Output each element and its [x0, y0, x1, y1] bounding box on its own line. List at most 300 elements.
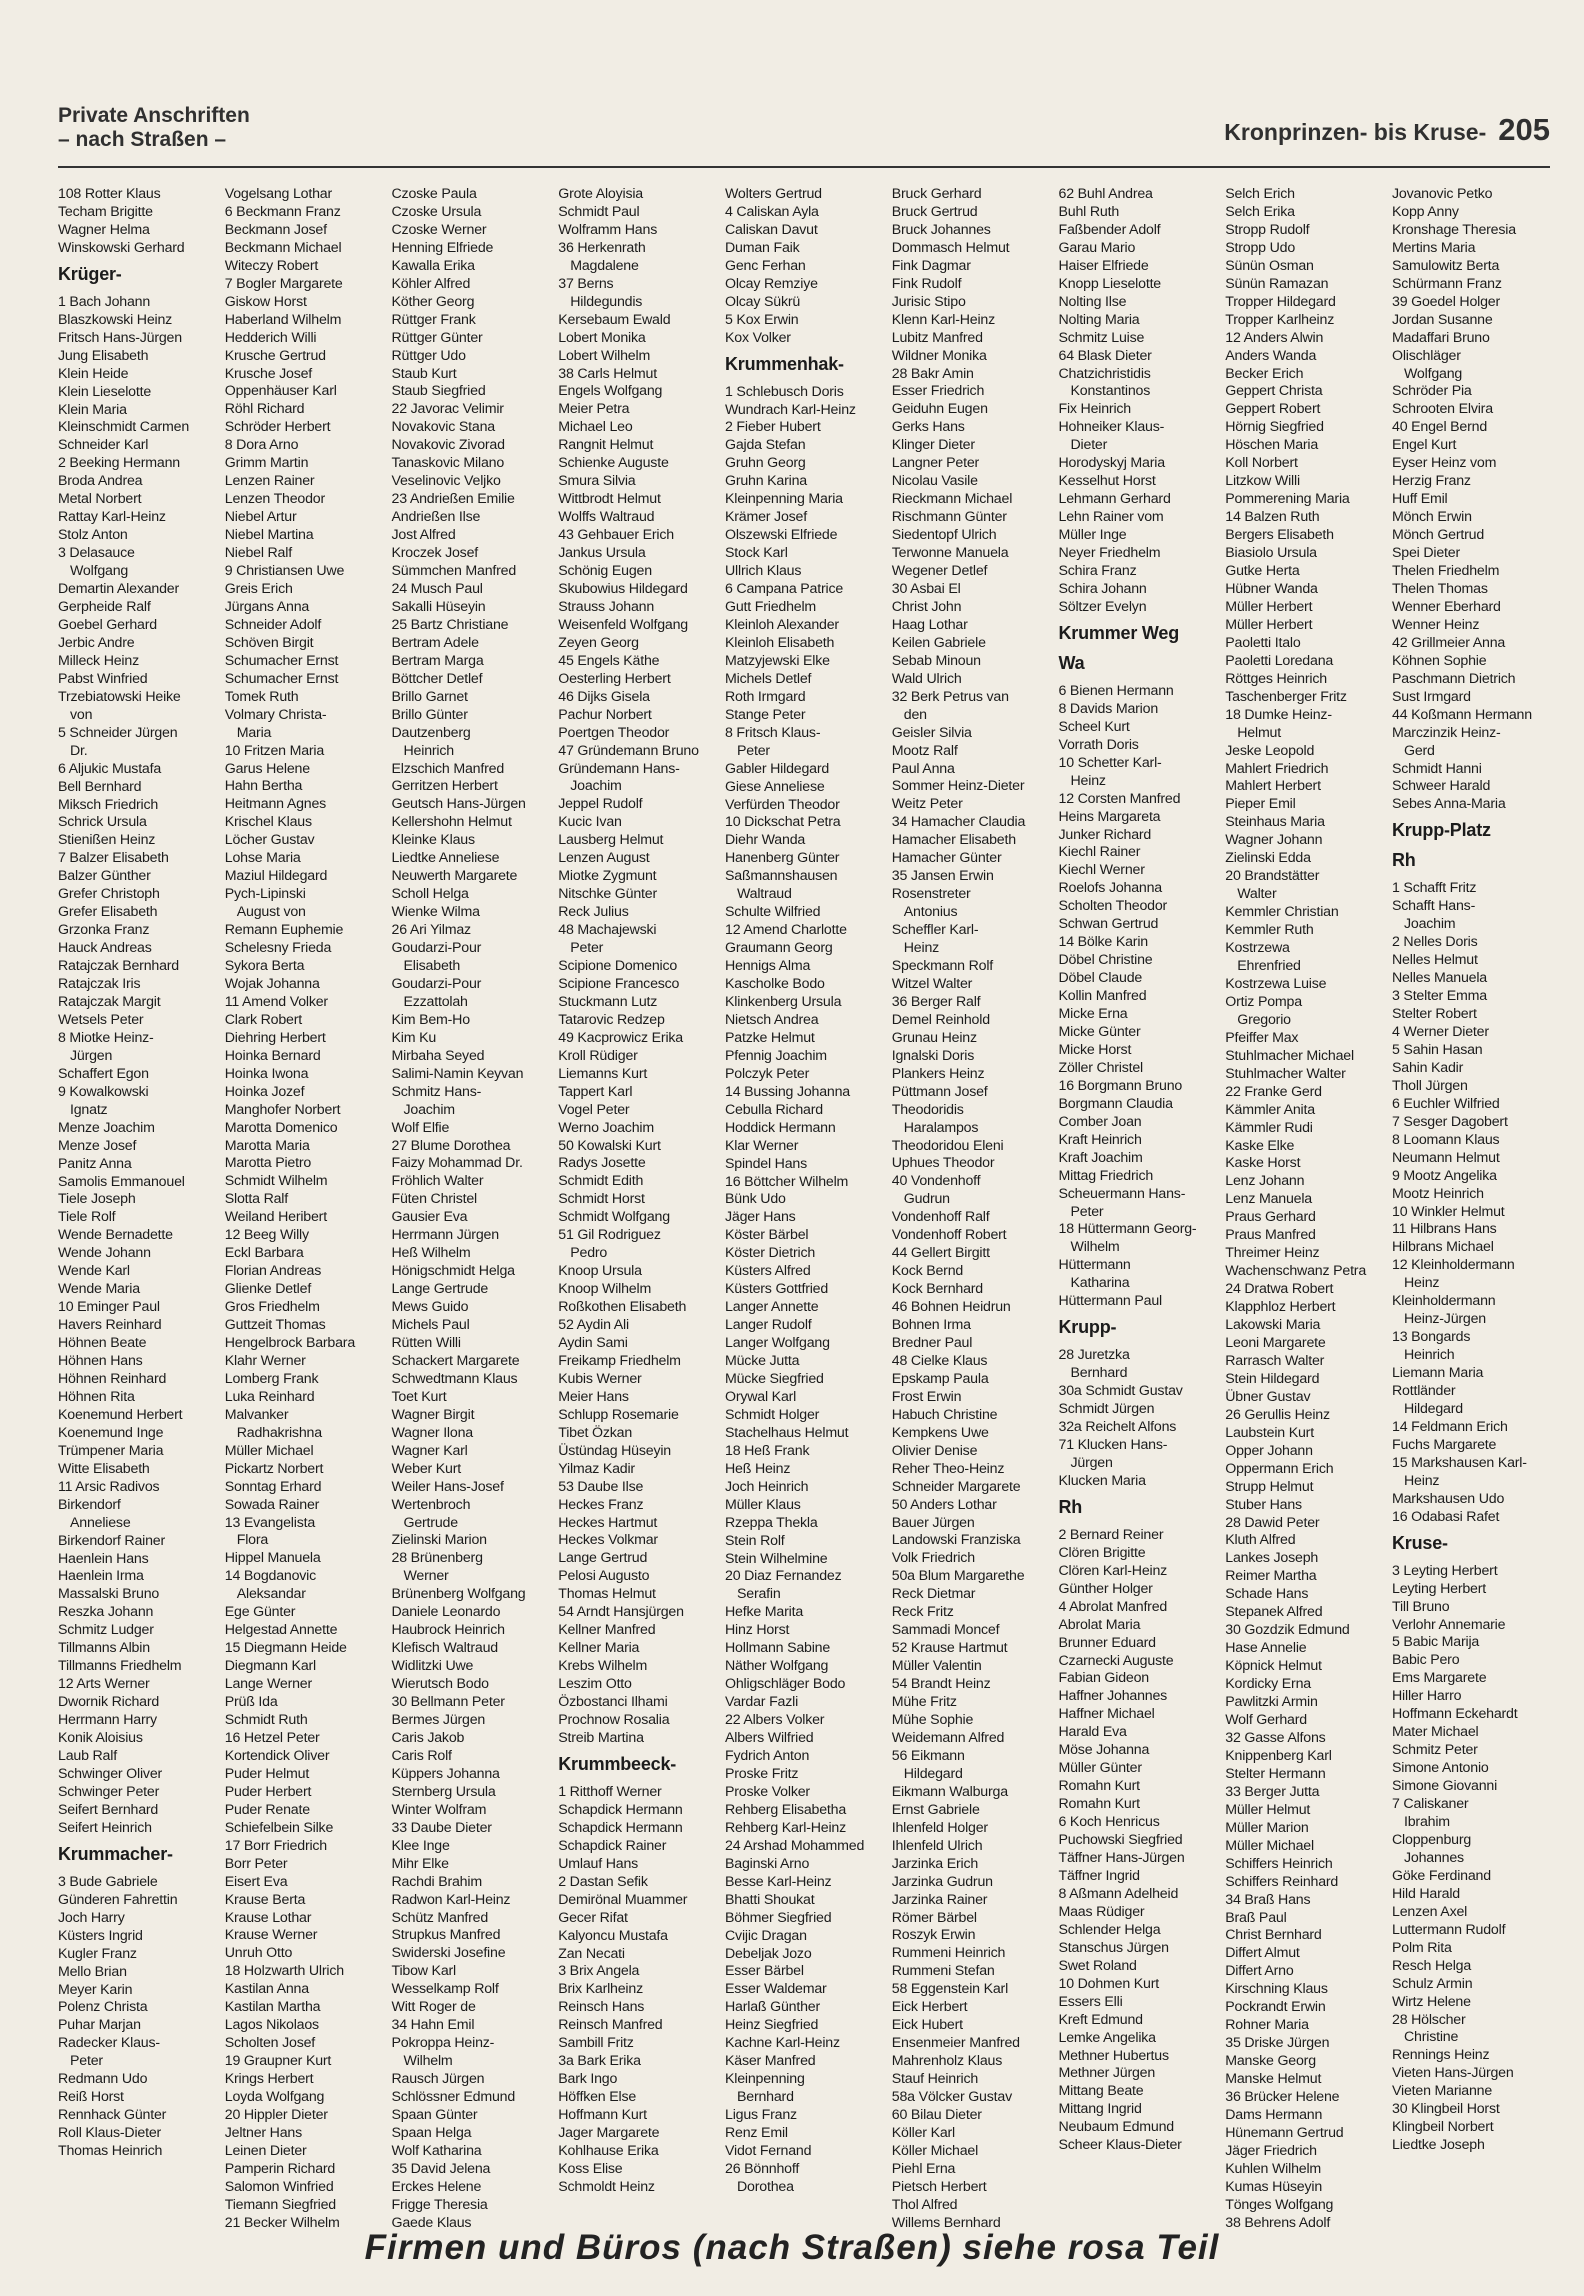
resident-entry: Dommasch Helmut [891, 239, 1010, 256]
resident-entry: Caris Jakob [391, 1729, 465, 1746]
resident-entry: Schmidt Holger [725, 1406, 820, 1423]
resident-entry: Widlitzki Uwe [391, 1658, 474, 1675]
resident-entry: Rottländer [1392, 1383, 1456, 1400]
resident-entry: Yilmaz Kadir [558, 1460, 635, 1477]
resident-entry: Caliskan Davut [725, 221, 818, 238]
resident-entry: Schackert Margarete [391, 1352, 520, 1369]
resident-entry: 33 Daube Dieter [391, 1819, 492, 1836]
resident-entry: Seifert Bernhard [58, 1801, 159, 1818]
resident-entry: Rieckmann Michael [891, 491, 1013, 508]
resident-entry: 13 Bongards [1392, 1329, 1471, 1346]
resident-entry: Brillo Günter [391, 706, 468, 723]
resident-entry: Chatzichristidis [1058, 365, 1151, 382]
resident-entry: 38 Carls Helmut [558, 365, 657, 382]
resident-entry: Heitmann Agnes [224, 796, 327, 813]
resident-entry: Klein Lieselotte [58, 383, 152, 400]
resident-entry: Witeczy Robert [224, 257, 319, 274]
resident-entry: 8 Loomann Klaus [1392, 1131, 1500, 1148]
resident-entry: 2 Beeking Hermann [58, 455, 180, 472]
resident-entry: Thomas Helmut [558, 1586, 656, 1603]
resident-entry: Geiduhn Eugen [891, 401, 988, 418]
resident-entry: Kemmler Christian [1225, 904, 1339, 921]
resident-entry: Köller Michael [891, 2142, 979, 2159]
resident-entry: Speckmann Rolf [891, 957, 994, 974]
resident-entry: Wittbrodt Helmut [558, 491, 661, 508]
resident-entry: Theodoridou Eleni [891, 1137, 1004, 1154]
resident-entry: Köther Georg [391, 293, 475, 310]
resident-entry: Michael Leo [558, 419, 633, 436]
resident-entry: Tholl Jürgen [1392, 1077, 1468, 1094]
resident-entry: Kirschning Klaus [1225, 1981, 1328, 1998]
resident-entry: 12 Kleinholdermann [1392, 1257, 1515, 1274]
resident-entry: 27 Blume Dorothea [391, 1137, 511, 1154]
resident-entry: Abrolat Maria [1058, 1616, 1141, 1633]
resident-entry: Jarzinka Gudrun [891, 1873, 993, 1890]
resident-entry: Klahr Werner [224, 1352, 306, 1369]
resident-entry: Liemanns Kurt [558, 1065, 648, 1082]
resident-entry: Schlender Helga [1058, 1921, 1161, 1938]
resident-entry: Witzel Walter [891, 975, 973, 992]
resident-entry: Höhnen Rita [58, 1388, 135, 1405]
resident-entry: 3 Stelter Emma [1392, 988, 1487, 1005]
resident-entry: Schmitz Ludger [58, 1622, 154, 1639]
resident-entry: Selch Erika [1225, 203, 1295, 220]
resident-entry: Schiefelbein Silke [224, 1819, 334, 1836]
resident-entry: 1 Schafft Fritz [1392, 880, 1477, 897]
resident-entry: Thelen Friedhelm [1392, 563, 1500, 580]
resident-entry: Schelesny Frieda [224, 940, 332, 957]
resident-entry: Schulte Wilfried [725, 904, 821, 921]
resident-entry: Olszewski Elfriede [725, 527, 838, 544]
resident-entry: Jovanovic Petko [1392, 186, 1493, 202]
resident-entry: Wolframm Hans [558, 221, 658, 238]
resident-entry: 45 Engels Käthe [558, 652, 660, 669]
resident-entry: Wald Ulrich [891, 670, 962, 687]
resident-entry: Klinger Dieter [891, 437, 975, 454]
resident-entry: Oesterling Herbert [558, 670, 671, 687]
resident-entry: Christ John [891, 598, 962, 615]
resident-entry: Cloppenburg [1392, 1831, 1472, 1848]
entry-continuation: Bernhard [737, 2089, 794, 2106]
resident-entry: Scheffler Karl- [891, 922, 979, 939]
resident-entry: Liemann Maria [1392, 1365, 1484, 1382]
resident-entry: 40 Vondenhoff [891, 1173, 981, 1190]
resident-entry: Hoinka Iwona [224, 1065, 309, 1082]
resident-entry: Tiele Rolf [58, 1209, 116, 1226]
resident-entry: Markshausen Udo [1392, 1490, 1505, 1507]
resident-entry: 10 Winkler Helmut [1392, 1203, 1505, 1220]
resident-entry: Schaffert Egon [58, 1065, 149, 1082]
resident-entry: Tanaskovic Milano [391, 455, 505, 472]
resident-entry: Hauck Andreas [58, 940, 152, 957]
resident-entry: Pych-Lipinski [224, 886, 306, 903]
resident-entry: Reinsch Manfred [558, 2017, 663, 2034]
resident-entry: Langer Rudolf [725, 1317, 812, 1334]
resident-entry: Müller Günter [1058, 1760, 1142, 1777]
resident-entry: Pelosi Augusto [558, 1568, 650, 1585]
resident-entry: Rausch Jürgen [391, 2071, 485, 2088]
resident-entry: 12 Beeg Willy [224, 1227, 309, 1244]
resident-entry: Strupp Helmut [1225, 1478, 1314, 1495]
resident-entry: Schneider Margarete [891, 1478, 1021, 1495]
resident-entry: Fuchs Margarete [1392, 1436, 1497, 1453]
resident-entry: 22 Franke Gerd [1225, 1083, 1322, 1100]
resident-entry: Garus Helene [224, 760, 310, 777]
resident-entry: Schulz Armin [1392, 1975, 1473, 1992]
resident-entry: Witt Roger de [391, 1999, 476, 2016]
resident-entry: Schmoldt Heinz [558, 2178, 655, 2195]
resident-entry: Hörnig Siegfried [1225, 419, 1324, 436]
resident-entry: Lobert Wilhelm [558, 347, 651, 364]
resident-entry: Hünemann Gertrud [1225, 2124, 1344, 2141]
resident-entry: Stuber Hans [1225, 1496, 1302, 1513]
resident-entry: 13 Evangelista [224, 1514, 316, 1531]
resident-entry: 30 Klingbeil Horst [1392, 2101, 1500, 2118]
resident-entry: 15 Diegmann Heide [224, 1640, 347, 1657]
resident-entry: Resch Helga [1392, 1957, 1472, 1974]
resident-entry: Wagner Karl [391, 1442, 468, 1459]
resident-entry: Niebel Ralf [224, 545, 292, 562]
resident-entry: Jürgans Anna [224, 598, 310, 615]
resident-entry: 50a Blum Margarethe [891, 1568, 1025, 1585]
resident-entry: Bünk Udo [725, 1191, 786, 1208]
resident-entry: Fink Dagmar [891, 257, 971, 274]
resident-entry: Pamperin Richard [224, 2160, 336, 2177]
resident-entry: Mönch Erwin [1392, 509, 1472, 526]
resident-entry: 10 Dohmen Kurt [1058, 1975, 1160, 1992]
resident-entry: 9 Kowalkowski [58, 1083, 149, 1100]
resident-entry: 18 Holzwarth Ulrich [224, 1963, 344, 1980]
resident-entry: Polczyk Peter [725, 1065, 810, 1082]
resident-entry: 36 Herkenrath [558, 239, 646, 256]
resident-entry: Heß Wilhelm [391, 1245, 471, 1262]
resident-entry: 38 Behrens Adolf [1225, 2214, 1331, 2231]
resident-entry: Elzschich Manfred [391, 760, 505, 777]
resident-entry: Lubitz Manfred [891, 329, 983, 346]
entry-continuation: Heinz [903, 940, 940, 957]
resident-entry: Schneider Adolf [224, 616, 322, 633]
resident-entry: Kleinpenning [725, 2071, 805, 2088]
resident-entry: Spaan Helga [391, 2124, 472, 2141]
footer-note: Firmen und Büros (nach Straßen) siehe rosa Teil [364, 2228, 1220, 2267]
resident-entry: Wirtz Helene [1392, 1993, 1471, 2010]
resident-entry: Reher Theo-Heinz [891, 1460, 1005, 1477]
resident-entry: Neubaum Edmund [1058, 2119, 1175, 2136]
resident-entry: Hippel Manuela [224, 1550, 321, 1567]
resident-entry: Übner Gustav [1225, 1388, 1311, 1405]
resident-entry: Heckes Franz [558, 1496, 644, 1513]
resident-entry: Stange Peter [725, 706, 806, 723]
resident-entry: Knoop Ursula [558, 1263, 642, 1280]
resident-entry: Kleinloh Alexander [725, 616, 839, 633]
resident-entry: Hönigschmidt Helga [391, 1263, 515, 1280]
resident-entry: Borgmann Claudia [1058, 1095, 1173, 1112]
resident-entry: Joch Heinrich [725, 1478, 809, 1495]
resident-entry: Andrießen Ilse [391, 509, 481, 526]
resident-entry: Ems Margarete [1392, 1670, 1487, 1687]
resident-entry: 62 Buhl Andrea [1058, 186, 1153, 202]
street-heading: Krummacher- [58, 1843, 173, 1864]
resident-entry: Jarzinka Erich [891, 1855, 979, 1872]
directory-column [1059, 186, 1217, 2214]
resident-entry: Birkendorf Rainer [58, 1532, 165, 1549]
resident-entry: Umlauf Hans [558, 1855, 639, 1872]
resident-entry: Kugler Franz [58, 1945, 137, 1962]
resident-entry: Wegener Detlef [891, 563, 988, 580]
resident-entry: Heckes Hartmut [558, 1514, 658, 1531]
resident-entry: Krause Berta [224, 1891, 306, 1908]
resident-entry: Rattay Karl-Heinz [58, 509, 166, 526]
resident-entry: Reiß Horst [58, 2089, 124, 2106]
resident-entry: Göke Ferdinand [1392, 1867, 1491, 1884]
resident-entry: Ege Günter [224, 1604, 296, 1621]
resident-entry: Röhl Richard [224, 401, 305, 418]
resident-entry: Brillo Garnet [391, 688, 468, 705]
resident-entry: Leyting Herbert [1392, 1580, 1486, 1597]
resident-entry: 2 Dastan Sefik [558, 1873, 648, 1890]
resident-entry: Cebulla Richard [725, 1101, 823, 1118]
entry-continuation: Walter [1237, 886, 1277, 903]
resident-entry: Kempkens Uwe [891, 1424, 989, 1441]
resident-entry: Lange Werner [224, 1676, 312, 1693]
resident-entry: 48 Cielke Klaus [891, 1352, 988, 1369]
resident-entry: Paoletti Italo [1225, 634, 1301, 651]
resident-entry: Braß Paul [1225, 1909, 1287, 1926]
resident-entry: Ohligschläger Bodo [725, 1676, 846, 1693]
resident-entry: Marczinzik Heinz- [1392, 724, 1501, 741]
resident-entry: Willems Bernhard [891, 2214, 1001, 2231]
resident-entry: Jankus Ursula [558, 545, 646, 562]
resident-entry: Kox Volker [725, 329, 791, 346]
resident-entry: Seifert Heinrich [58, 1819, 152, 1836]
section-title-line2: – nach Straßen – [58, 128, 227, 151]
resident-entry: Michels Detlef [725, 670, 812, 687]
resident-entry: Schmidt Ruth [224, 1712, 308, 1729]
resident-entry: Kostrzewa Luise [1225, 975, 1327, 992]
entry-continuation: Dr. [70, 742, 88, 759]
resident-entry: Verfürden Theodor [725, 796, 840, 813]
resident-entry: 18 Hüttermann Georg- [1058, 1221, 1197, 1238]
resident-entry: Wesselkamp Rolf [391, 1981, 499, 1998]
resident-entry: Glienke Detlef [224, 1281, 312, 1298]
resident-entry: Brünenberg Wolfgang [391, 1586, 526, 1603]
resident-entry: Scheel Kurt [1058, 718, 1130, 735]
resident-entry: Siedentopf Ulrich [891, 527, 997, 544]
resident-entry: Haag Lothar [891, 616, 968, 633]
resident-entry: Oppermann Erich [1225, 1460, 1334, 1477]
entry-continuation: Heinrich [403, 742, 454, 759]
resident-entry: Weber Kurt [391, 1460, 461, 1477]
resident-entry: Romahn Kurt [1058, 1796, 1140, 1813]
resident-entry: 26 Bönnhoff [725, 2160, 800, 2177]
resident-entry: Günderen Fahrettin [58, 1891, 178, 1908]
resident-entry: Klefisch Waltraud [391, 1640, 498, 1657]
resident-entry: 50 Anders Lothar [891, 1496, 997, 1513]
resident-entry: Heins Margareta [1058, 808, 1161, 825]
entry-continuation: Waltraud [737, 886, 792, 903]
entry-continuation: Gregorio [1237, 1011, 1291, 1028]
page-header [58, 104, 1550, 166]
resident-entry: Dams Hermann [1225, 2106, 1323, 2123]
resident-entry: Üstündag Hüseyin [558, 1442, 671, 1459]
resident-entry: Huff Emil [1392, 491, 1448, 508]
resident-entry: 6 Aljukic Mustafa [58, 760, 162, 777]
resident-entry: Neyer Friedhelm [1058, 545, 1161, 562]
resident-entry: Marotta Domenico [224, 1119, 338, 1136]
resident-entry: Metal Norbert [58, 491, 142, 508]
resident-entry: Besse Karl-Heinz [725, 1873, 832, 1890]
resident-entry: 16 Hetzel Peter [224, 1729, 320, 1746]
resident-entry: 14 Balzen Ruth [1225, 509, 1320, 526]
resident-entry: Geutsch Hans-Jürgen [391, 796, 526, 813]
resident-entry: Roßkothen Elisabeth [558, 1299, 687, 1316]
resident-entry: Schneider Karl [58, 437, 149, 454]
resident-entry: 11 Arsic Radivos [58, 1478, 160, 1495]
resident-entry: Kellershohn Helmut [391, 814, 512, 831]
resident-entry: Käser Manfred [725, 2053, 816, 2070]
entry-continuation: von [70, 706, 93, 723]
resident-entry: Wachenschwanz Petra [1225, 1263, 1367, 1280]
resident-entry: Thomas Heinrich [58, 2143, 163, 2160]
resident-entry: 5 Sahin Hasan [1392, 1041, 1483, 1058]
resident-entry: Müller Michael [1225, 1837, 1314, 1854]
resident-entry: Roth Irmgard [725, 688, 806, 705]
section-title [58, 104, 250, 152]
resident-entry: Zöller Christel [1058, 1059, 1144, 1076]
resident-entry: Küppers Johanna [391, 1765, 500, 1782]
resident-entry: Eick Hubert [891, 2017, 963, 2034]
resident-entry: 6 Koch Henricus [1058, 1814, 1160, 1831]
resident-entry: Scholten Theodor [1058, 898, 1168, 915]
resident-entry: Kämmler Anita [1225, 1101, 1315, 1118]
resident-entry: Renz Emil [725, 2125, 788, 2142]
resident-entry: Zielinski Edda [1225, 850, 1311, 867]
resident-entry: Spei Dieter [1392, 545, 1460, 562]
resident-entry: Tomek Ruth [224, 688, 299, 705]
resident-entry: 36 Brücker Helene [1225, 2089, 1340, 2106]
resident-entry: Fydrich Anton [725, 1748, 810, 1765]
resident-entry: Hüttermann Paul [1058, 1293, 1162, 1310]
resident-entry: Horodyskyj Maria [1058, 455, 1165, 472]
resident-entry: Haenlein Hans [58, 1550, 149, 1567]
resident-entry: Theodoridis [891, 1101, 964, 1118]
resident-entry: Habuch Christine [891, 1406, 998, 1423]
resident-entry: Tillmanns Friedhelm [58, 1658, 182, 1675]
resident-entry: Puder Helmut [224, 1765, 310, 1782]
resident-entry: Sternberg Ursula [391, 1783, 496, 1800]
resident-entry: Kortendick Oliver [224, 1747, 330, 1764]
entry-continuation: Magdalene [570, 257, 639, 274]
resident-entry: Manske Helmut [1225, 2071, 1322, 2088]
resident-entry: Lomberg Frank [224, 1370, 319, 1387]
resident-entry: Schafft Hans- [1392, 898, 1476, 915]
resident-entry: Kascholke Bodo [725, 976, 825, 993]
resident-entry: 44 Gellert Birgitt [891, 1245, 990, 1262]
resident-entry: Esser Bärbel [725, 1963, 804, 1980]
resident-entry: 10 Eminger Paul [58, 1299, 160, 1316]
resident-entry: Bruck Gertrud [891, 203, 978, 220]
resident-entry: 48 Machajewski [558, 922, 657, 939]
resident-entry: Lenzen August [558, 850, 650, 867]
resident-entry: Fabian Gideon [1058, 1670, 1149, 1687]
resident-entry: Engels Wolfgang [558, 383, 663, 400]
resident-entry: Kersebaum Ewald [558, 311, 671, 328]
resident-entry: Frost Erwin [891, 1388, 962, 1405]
resident-entry: Uphues Theodor [891, 1155, 995, 1172]
resident-entry: Köhnen Sophie [1392, 652, 1487, 669]
resident-entry: Röttges Heinrich [1225, 670, 1327, 687]
resident-entry: Bruck Gerhard [891, 186, 982, 202]
entry-continuation: den [903, 706, 927, 723]
resident-entry: Möse Johanna [1058, 1742, 1150, 1759]
resident-entry: Grzonka Franz [58, 922, 150, 939]
resident-entry: Schumacher Ernst [224, 670, 339, 687]
resident-entry: Remann Euphemie [224, 922, 344, 939]
resident-entry: 12 Anders Alwin [1225, 329, 1324, 346]
resident-entry: 35 Driske Jürgen [1225, 2035, 1330, 2052]
resident-entry: Kiechl Rainer [1058, 844, 1141, 861]
resident-entry: Reck Fritz [891, 1604, 954, 1621]
resident-entry: Höhnen Beate [58, 1335, 147, 1352]
resident-entry: Wildner Monika [891, 347, 987, 364]
resident-entry: Hennigs Alma [725, 958, 811, 975]
resident-entry: Neuwerth Margarete [391, 868, 518, 885]
resident-entry: Tappert Karl [558, 1083, 633, 1100]
resident-entry: 32a Reichelt Alfons [1058, 1419, 1177, 1436]
resident-entry: Smura Silvia [558, 473, 636, 490]
resident-entry: Lankes Joseph [1225, 1550, 1319, 1567]
entry-continuation: Jürgen [70, 1047, 113, 1064]
resident-entry: 28 Brünenberg [391, 1550, 483, 1567]
entry-continuation: Flora [236, 1532, 269, 1549]
resident-entry: Blaszkowski Heinz [58, 311, 173, 328]
resident-entry: Höschen Maria [1225, 437, 1319, 454]
resident-entry: Puder Herbert [224, 1783, 312, 1800]
resident-entry: 3 Bude Gabriele [58, 1873, 158, 1890]
resident-entry: 4 Caliskan Ayla [725, 203, 819, 220]
resident-entry: Höhnen Reinhard [58, 1371, 167, 1387]
resident-entry: Piehl Erna [891, 2160, 956, 2177]
resident-entry: Faßbender Adolf [1058, 221, 1161, 238]
resident-entry: Heinz Siegfried [725, 2017, 819, 2034]
resident-entry: Bauer Jürgen [891, 1514, 975, 1531]
resident-entry: 18 Heß Frank [725, 1442, 810, 1459]
resident-entry: Salimi-Namin Keyvan [391, 1065, 524, 1082]
resident-entry: Demel Reinhold [891, 1011, 990, 1028]
resident-entry: Rohner Maria [1225, 2017, 1309, 2034]
resident-entry: Müller Herbert [1225, 616, 1313, 633]
resident-entry: Hiller Harro [1392, 1688, 1462, 1705]
resident-entry: Schürmann Franz [1392, 275, 1502, 292]
resident-entry: Madaffari Bruno [1392, 329, 1490, 346]
resident-entry: Kroczek Josef [391, 545, 479, 562]
entry-continuation: Hildegard [1404, 1401, 1463, 1417]
resident-entry: 42 Grillmeier Anna [1392, 634, 1506, 651]
resident-entry: Cvijic Dragan [725, 1927, 807, 1944]
resident-entry: Knopp Lieselotte [1058, 275, 1161, 292]
resident-entry: 3a Bark Erika [558, 2053, 641, 2070]
resident-entry: Klee Inge [391, 1837, 450, 1854]
resident-entry: Beckmann Josef [224, 221, 327, 238]
resident-entry: Tiemann Siegfried [224, 2196, 336, 2213]
page-number: 205 [1498, 112, 1550, 147]
resident-entry: Schwinger Oliver [58, 1765, 163, 1782]
resident-entry: Bertram Adele [391, 634, 479, 651]
resident-entry: Täffner Hans-Jürgen [1058, 1850, 1185, 1867]
resident-entry: Heckes Volkmar [558, 1532, 658, 1549]
resident-entry: Caris Rolf [391, 1747, 452, 1764]
resident-entry: 34 Hahn Emil [391, 2017, 475, 2034]
